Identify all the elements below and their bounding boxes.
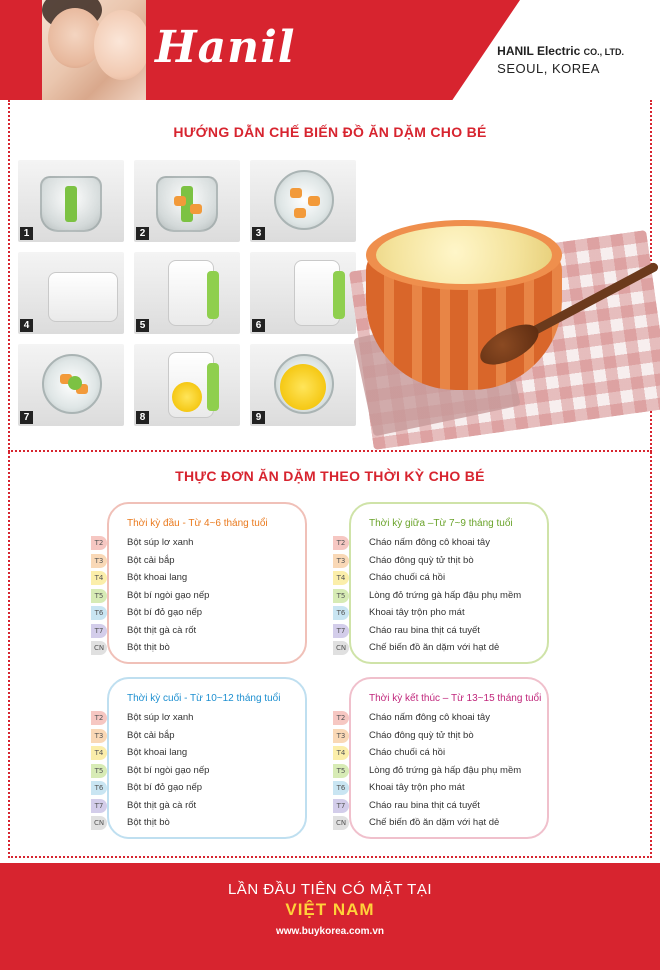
step-number: 2: [136, 227, 149, 240]
menu-item-text: Bột cải bắp: [127, 729, 175, 741]
footer-tagline: LẦN ĐẦU TIÊN CÓ MẶT TẠI: [227, 881, 433, 898]
mother-baby-photo: [42, 0, 146, 100]
menu-item-text: Bột thịt gà cà rốt: [127, 624, 197, 636]
step-number: 5: [136, 319, 149, 332]
menu-item-text: Cháo đông quỳ tử thịt bò: [369, 554, 474, 566]
menu-row: [91, 746, 321, 763]
day-tab: T4: [333, 746, 349, 760]
menu-row: [333, 571, 563, 588]
porridge-bowl: [366, 220, 562, 390]
menu-row: [333, 764, 563, 781]
day-tab: T7: [333, 624, 349, 638]
menu-item-text: Chế biến đồ ăn dặm với hạt dẻ: [369, 817, 500, 828]
menu-row: [333, 711, 563, 728]
day-tab: T3: [333, 554, 349, 568]
day-tab: T4: [91, 571, 107, 585]
step-number: 8: [136, 411, 149, 424]
menu-item-text: Khoai tây trộn pho mát: [369, 782, 465, 793]
menu-item-text: Cháo nấm đông cô khoai tây: [369, 537, 490, 548]
menu-row: [333, 536, 563, 553]
menu-row: [91, 641, 321, 658]
menu-row: [333, 746, 563, 763]
step-number: 3: [252, 227, 265, 240]
day-tab: T6: [91, 781, 107, 795]
menu-item-text: Bột thịt gà cà rốt: [127, 799, 197, 811]
menu-card-final: [335, 677, 549, 839]
menu-item-text: Cháo đông quỳ tử thịt bò: [369, 729, 474, 741]
step-photo-2: [134, 160, 240, 242]
step-photo-6: [250, 252, 356, 334]
menu-item-text: Bột bí đỏ gạo nếp: [127, 607, 203, 618]
card-title: Thời kỳ giữa –Từ 7~9 tháng tuổi: [369, 518, 513, 529]
step-photo-4: [18, 252, 124, 334]
menu-row: [333, 799, 563, 816]
menu-row: [91, 729, 321, 746]
footer: [0, 863, 660, 970]
menu-row: [91, 624, 321, 641]
menu-row: [91, 571, 321, 588]
menu-row: [91, 799, 321, 816]
day-tab: CN: [91, 816, 107, 830]
menu-row: [91, 816, 321, 833]
menu-item-text: Bột bí đỏ gạo nếp: [127, 782, 203, 793]
menu-row: [333, 729, 563, 746]
step-photo-1: [18, 160, 124, 242]
menu-row: [333, 641, 563, 658]
card-title: Thời kỳ đầu - Từ 4~6 tháng tuổi: [127, 518, 268, 529]
menu-row: [333, 781, 563, 798]
step-number: 6: [252, 319, 265, 332]
day-tab: T5: [91, 589, 107, 603]
menu-row: [91, 554, 321, 571]
day-tab: T3: [91, 554, 107, 568]
menu-item-text: Bột thịt bò: [127, 817, 170, 828]
menu-row: [91, 536, 321, 553]
menu-title: THỰC ĐƠN ĂN DẶM THEO THỜI KỲ CHO BÉ: [175, 468, 485, 484]
menu-row: [91, 711, 321, 728]
menu-item-text: Bột bí ngòi gạo nếp: [127, 764, 210, 776]
menu-item-text: Bột khoai lang: [127, 572, 188, 583]
day-tab: T5: [333, 589, 349, 603]
menu-row: [333, 554, 563, 571]
day-tab: CN: [333, 641, 349, 655]
step-number: 9: [252, 411, 265, 424]
company-info: [497, 44, 624, 76]
menu-row: [91, 764, 321, 781]
day-tab: T2: [91, 536, 107, 550]
menu-row: [91, 781, 321, 798]
menu-item-text: Cháo chuối cá hồi: [369, 572, 446, 583]
menu-item-text: Chế biến đồ ăn dặm với hạt dẻ: [369, 642, 500, 653]
card-title: Thời kỳ cuối - Từ 10~12 tháng tuổi: [127, 693, 281, 704]
step-number: 7: [20, 411, 33, 424]
footer-website-link[interactable]: www.buykorea.com.vn: [276, 926, 384, 937]
step-photo-8: [134, 344, 240, 426]
menu-row: [333, 589, 563, 606]
day-tab: T7: [91, 624, 107, 638]
day-tab: T6: [333, 606, 349, 620]
day-tab: T7: [91, 799, 107, 813]
menu-item-text: Bột thịt bò: [127, 642, 170, 653]
day-tab: CN: [91, 641, 107, 655]
menu-item-text: Bột súp lơ xanh: [127, 537, 194, 548]
step-photo-7: [18, 344, 124, 426]
menu-card-middle: [335, 502, 549, 664]
step-number: 4: [20, 319, 33, 332]
day-tab: T6: [91, 606, 107, 620]
step-photo-5: [134, 252, 240, 334]
menu-item-text: Bột khoai lang: [127, 747, 188, 758]
company-location: SEOUL, KOREA: [497, 61, 600, 76]
menu-item-text: Bột súp lơ xanh: [127, 712, 194, 723]
day-tab: CN: [333, 816, 349, 830]
menu-item-text: Cháo rau bina thịt cá tuyết: [369, 624, 480, 636]
menu-row: [91, 589, 321, 606]
day-tab: T5: [91, 764, 107, 778]
day-tab: T6: [333, 781, 349, 795]
menu-card-early: [93, 502, 307, 664]
header: [0, 0, 660, 100]
menu-card-late: [93, 677, 307, 839]
menu-item-text: Lòng đỏ trứng gà hấp đậu phụ mềm: [369, 764, 522, 776]
menu-item-text: Bột bí ngòi gạo nếp: [127, 589, 210, 601]
card-title: Thời kỳ kết thúc – Từ 13~15 tháng tuổi: [369, 693, 542, 704]
brand-logo: Hanil: [155, 22, 296, 73]
company-name: HANIL Electric: [497, 44, 581, 58]
day-tab: T2: [91, 711, 107, 725]
day-tab: T7: [333, 799, 349, 813]
step-photo-3: [250, 160, 356, 242]
menu-item-text: Bột cải bắp: [127, 554, 175, 566]
day-tab: T5: [333, 764, 349, 778]
menu-row: [91, 606, 321, 623]
footer-country: VIỆT NAM: [285, 900, 375, 919]
instructions-title: HƯỚNG DẪN CHẾ BIẾN ĐỒ ĂN DẶM CHO BÉ: [173, 124, 487, 140]
day-tab: T3: [91, 729, 107, 743]
menu-item-text: Cháo nấm đông cô khoai tây: [369, 712, 490, 723]
menu-row: [333, 606, 563, 623]
day-tab: T4: [333, 571, 349, 585]
menu-item-text: Khoai tây trộn pho mát: [369, 607, 465, 618]
menu-item-text: Lòng đỏ trứng gà hấp đậu phụ mềm: [369, 589, 522, 601]
menu-item-text: Cháo chuối cá hồi: [369, 747, 446, 758]
day-tab: T2: [333, 711, 349, 725]
day-tab: T3: [333, 729, 349, 743]
menu-row: [333, 816, 563, 833]
step-number: 1: [20, 227, 33, 240]
menu-row: [333, 624, 563, 641]
menu-item-text: Cháo rau bina thịt cá tuyết: [369, 799, 480, 811]
day-tab: T4: [91, 746, 107, 760]
step-photo-9: [250, 344, 356, 426]
company-suffix: CO., LTD.: [583, 47, 624, 57]
day-tab: T2: [333, 536, 349, 550]
